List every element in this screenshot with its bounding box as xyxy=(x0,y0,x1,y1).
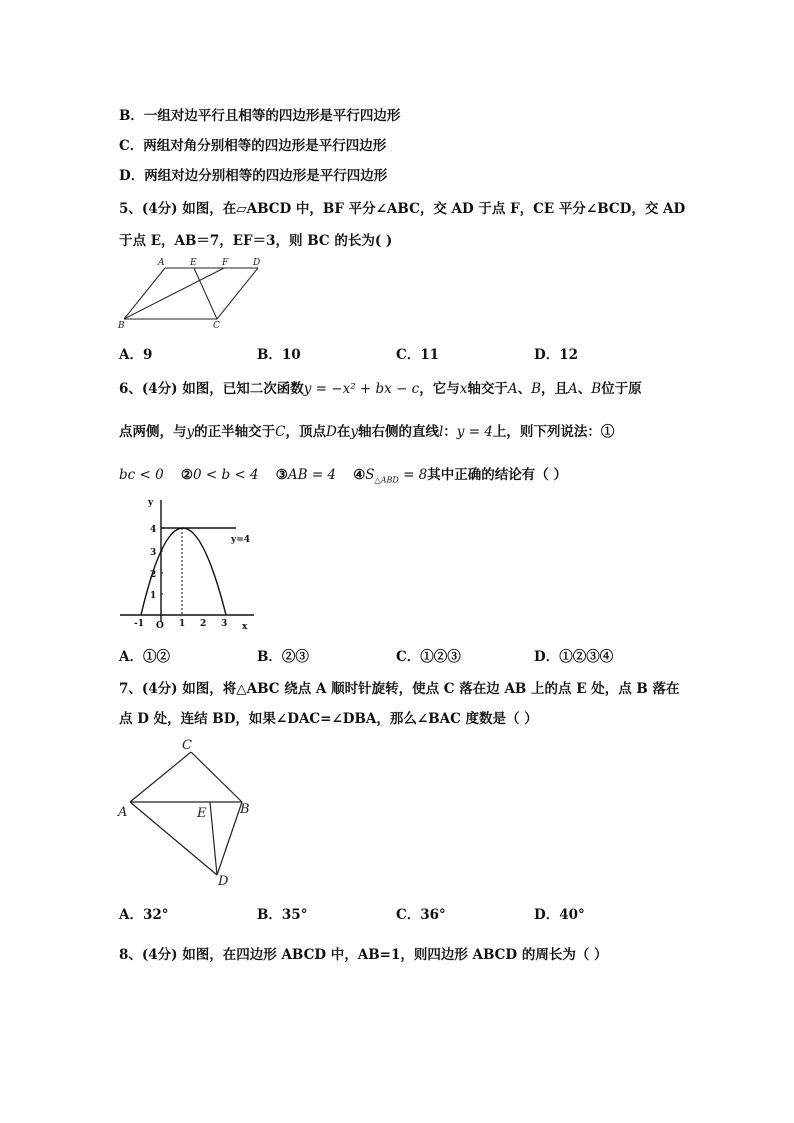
q5-option-c: C．11 xyxy=(396,347,440,363)
q6-line-label: y=4 xyxy=(231,535,251,545)
q6-sep-1: 、 xyxy=(517,381,532,397)
q7-label-e: E xyxy=(197,806,207,821)
q5-edge-ab xyxy=(124,268,165,319)
q7-option-d: D．40° xyxy=(534,907,585,923)
q6-line3 xyxy=(119,463,567,485)
q5-line2: 于点 E，AB＝7，EF＝3，则 BC 的长为( ) xyxy=(119,233,393,249)
q6-statement-4-sub: △ABD xyxy=(374,475,399,485)
q6-marker-3: ③ xyxy=(275,467,288,483)
q7-label-c: C xyxy=(182,738,192,753)
q6-ytick-4: 4 xyxy=(150,525,157,535)
q5-segment-bf xyxy=(124,268,224,319)
q6-y-label: y xyxy=(148,498,154,508)
q6-text-2a: 点两侧，与 xyxy=(119,424,187,440)
q6-marker-2: ② xyxy=(180,467,193,483)
q6-text-3-end: 其中正确的结论有（ ） xyxy=(427,467,567,483)
q6-x-label: x xyxy=(242,622,248,632)
q7-segment-ac xyxy=(130,752,191,802)
q6-var-a2: A xyxy=(568,381,578,397)
q6-text-2f: ： xyxy=(443,424,457,440)
q6-var-x: x xyxy=(459,381,468,397)
q6-option-a: A．①② xyxy=(119,649,170,665)
q6-var-l: l xyxy=(438,424,444,440)
q6-var-d: D xyxy=(325,424,337,440)
q5-label-f: F xyxy=(222,258,229,268)
q6-text-1d: ，且 xyxy=(541,381,569,397)
q6-xtick-2: 2 xyxy=(200,619,207,629)
q7-segment-cb xyxy=(191,752,242,802)
q6-xtick-3: 3 xyxy=(221,619,228,629)
q6-line-equation: y = 4 xyxy=(456,424,493,440)
q7-label-b: B xyxy=(240,802,250,817)
q7-rotation-figure xyxy=(112,735,262,890)
q6-statement-4-s: S xyxy=(365,467,375,483)
q6-option-d: D．①②③④ xyxy=(534,649,614,665)
q5-label-a: A xyxy=(158,258,165,268)
q7-option-b: B．35° xyxy=(257,907,308,923)
q6-xtick-neg1: -1 xyxy=(134,619,144,629)
q6-text-2g: 上，则下列说法：① xyxy=(492,424,615,440)
q6-option-b: B．②③ xyxy=(257,649,309,665)
option-d-text: D．两组对边分别相等的四边形是平行四边形 xyxy=(119,168,388,184)
q5-line1: 5、(4分) 如图，在▱ABCD 中，BF 平分∠ABC，交 AD 于点 F，CE 平分∠BCD，交 AD xyxy=(119,201,686,217)
option-c-text: C．两组对角分别相等的四边形是平行四边形 xyxy=(119,138,387,154)
q6-statement-1: bc < 0 xyxy=(119,467,164,483)
q7-option-a: A．32° xyxy=(119,907,169,923)
option-b-text: B．一组对边平行且相等的四边形是平行四边形 xyxy=(119,108,401,124)
q7-line1: 7、(4分) 如图，将△ABC 绕点 A 顺时针旋转，使点 C 落在边 AB 上的点 E 处，点 B 落在 xyxy=(119,681,680,697)
q6-statement-3: AB = 4 xyxy=(287,467,337,483)
q6-text-2c: ，顶点 xyxy=(285,424,326,440)
q6-var-b2: B xyxy=(591,381,602,397)
q6-statement-2: 0 < b < 4 xyxy=(192,467,259,483)
q6-var-y2: y xyxy=(350,424,358,440)
q6-equation: y = −x² + bx − c xyxy=(303,381,420,397)
q6-line1 xyxy=(119,377,642,397)
q5-segment-ce xyxy=(194,268,217,319)
q5-option-d: D．12 xyxy=(534,347,578,363)
q5-label-d: D xyxy=(253,258,261,268)
q6-text-1c: 轴交于 xyxy=(467,381,508,397)
q5-label-e: E xyxy=(190,258,197,268)
q6-option-c: C．①②③ xyxy=(396,649,461,665)
q6-line2 xyxy=(119,420,614,440)
q6-xtick-1: 1 xyxy=(179,619,186,629)
q7-option-c: C．36° xyxy=(396,907,446,923)
q7-segment-bd xyxy=(217,802,242,875)
q6-sep-2: 、 xyxy=(577,381,592,397)
q5-label-c: C xyxy=(213,321,220,331)
q7-label-d: D xyxy=(218,874,229,889)
q5-label-b: B xyxy=(118,321,125,331)
q6-var-a: A xyxy=(507,381,518,397)
q6-text-1a: 6、(4分) 如图，已知二次函数 xyxy=(119,381,304,397)
q6-text-1e: 位于原 xyxy=(601,381,642,397)
q6-var-c: C xyxy=(275,424,286,440)
q6-text-2d: 在 xyxy=(336,424,351,440)
q6-var-y: y xyxy=(186,424,195,440)
q5-option-b: B．10 xyxy=(257,347,301,363)
q6-ytick-3: 3 xyxy=(150,548,157,558)
q7-segment-ed xyxy=(210,802,217,875)
q6-text-2e: 轴右侧的直线 xyxy=(357,424,439,440)
q6-ytick-1: 1 xyxy=(150,591,157,601)
q5-parallelogram-figure xyxy=(112,256,272,334)
q6-ytick-2: 2 xyxy=(150,570,157,580)
q6-origin-label: O xyxy=(156,621,164,631)
q6-text-2b: 的正半轴交于 xyxy=(194,424,276,440)
q7-label-a: A xyxy=(118,805,128,820)
q6-parabola-graph xyxy=(112,492,262,632)
q6-statement-4-val: = 8 xyxy=(398,467,428,483)
q5-edge-dc xyxy=(217,268,258,319)
q6-marker-4: ④ xyxy=(353,467,366,483)
q6-text-1b: ，它与 xyxy=(419,381,460,397)
q5-option-a: A．9 xyxy=(119,347,153,363)
q6-var-b: B xyxy=(531,381,542,397)
q8-line1: 8、(4分) 如图，在四边形 ABCD 中，AB=1，则四边形 ABCD 的周长为（ ） xyxy=(119,947,608,963)
q7-line2: 点 D 处，连结 BD，如果∠DAC=∠DBA，那么∠BAC 度数是（ ） xyxy=(119,711,538,727)
